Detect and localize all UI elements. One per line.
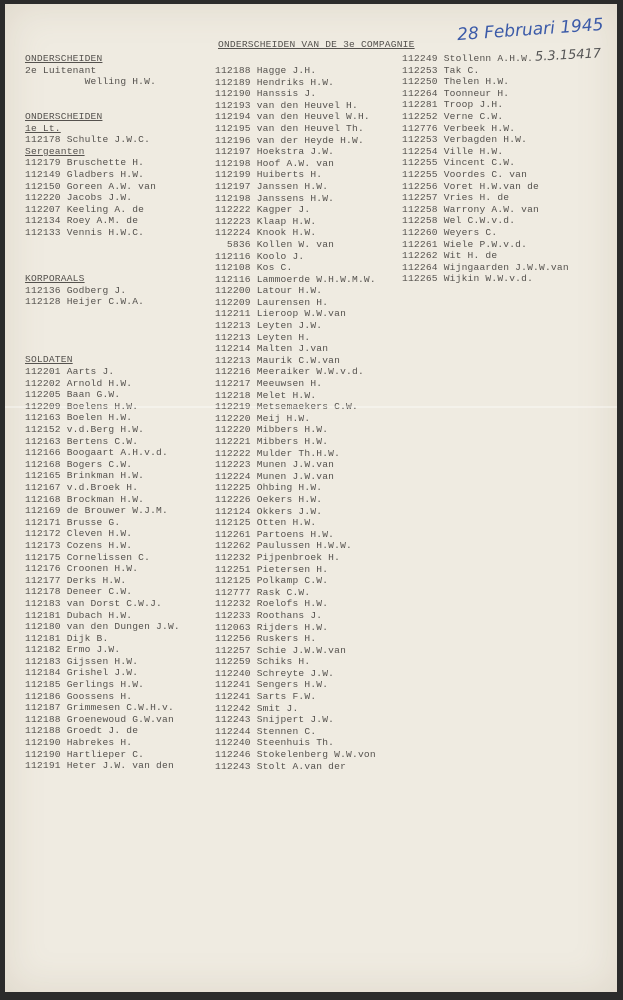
list-item: 112213 Leyten H. [215,331,311,343]
list-item: 112224 Knook H.W. [215,227,317,239]
section-heading: ONDERSCHEIDEN [25,53,103,64]
list-item: 112180 van den Dungen J.W. [25,621,180,633]
section-heading: ONDERSCHEIDEN [25,110,103,122]
list-item: 112264 Wijngaarden J.W.W.van [402,261,569,273]
list-item: 112191 Heter J.W. van den [25,760,174,772]
list-item: 112181 Dubach H.W. [25,609,133,621]
list-item: 112225 Ohbing H.W. [215,482,323,494]
list-item: 112258 Warrony A.W. van [402,203,540,215]
list-item: 112178 Deneer C.W. [25,586,133,598]
list-item: 112220 Mibbers H.W. [215,424,329,436]
list-item: 112214 Malten J.van [215,343,329,355]
list-item: 112258 Wel C.W.v.d. [402,215,516,227]
list-item: 112182 Ermo J.W. [25,644,121,656]
list-item: 112163 Bertens C.W. [25,435,139,447]
list-item: 112152 v.d.Berg H.W. [25,424,145,435]
list-item: 112125 Polkamp C.W. [215,575,329,587]
list-item: 112197 Janssen H.W. [215,180,329,192]
list-item: 112222 Mulder Th.H.W. [215,447,341,459]
list-item: 112116 Lammoerde W.H.W.M.W. [215,273,376,285]
list-item [25,88,180,100]
list-item: 112184 Grishel J.W. [25,667,139,679]
list-item: 112255 Vincent C.W. [402,157,516,169]
list-item: 112232 Roelofs H.W. [215,598,329,610]
document-sheet [5,4,617,992]
list-item [25,331,180,343]
list-item: Welling H.W. [25,76,157,88]
list-item: 112190 Habrekes H. [25,737,133,749]
list-item: 112165 Brinkman H.W. [25,470,145,482]
list-item: 112253 Verbagden H.W. [402,134,528,146]
list-item: 112243 Snijpert J.W. [215,714,335,726]
list-item: 112200 Latour H.W. [215,285,323,297]
list-item: 112261 Wiele P.W.v.d. [402,238,528,250]
list-item: 112221 Mibbers H.W. [215,436,329,447]
list-item: 112168 Bogers C.W. [25,458,133,470]
list-item: 112246 Stokelenberg W.W.von [215,749,376,761]
list-item: 112252 Verne C.W. [402,110,504,122]
list-item: 112150 Goreen A.W. van [25,180,157,192]
list-item: 112223 Klaap H.W. [215,215,317,227]
list-item: 112124 Okkers J.W. [215,505,323,517]
list-item: 112261 Partoens H.W. [215,528,335,540]
list-item [25,262,180,274]
list-item: 112211 Lieroop W.W.van [215,308,347,320]
list-item: 112251 Pietersen H. [215,563,329,575]
name-column-2 [215,65,376,772]
list-item: 112216 Meeraiker W.W.v.d. [215,366,364,378]
list-item: 112136 Godberg J. [25,284,127,296]
list-item: 112241 Sengers H.W. [215,679,329,691]
list-item: 112199 Huiberts H. [215,169,323,181]
list-item [25,250,180,262]
list-item: 2e Luitenant [25,64,97,76]
list-item: 112232 Pijpenbroek H. [215,551,341,563]
list-item: 112194 van den Heuvel W.H. [215,111,370,123]
list-item: 112179 Bruschette H. [25,157,145,169]
list-item: 112262 Paulussen H.W.W. [215,540,353,552]
list-item: 112198 Janssens H.W. [215,192,335,204]
list-item: 112190 Hartlieper C. [25,748,145,760]
list-item: 112166 Boogaart A.H.v.d. [25,447,168,459]
list-item: 112116 Koolo J. [215,250,305,262]
list-item: 112149 Gladbers H.W. [25,168,145,180]
list-item: 112213 Maurik C.W.van [215,354,341,366]
handwritten-date: 28 Februari 1945 [456,14,605,46]
list-item: 112264 Toonneur H. [402,87,510,99]
list-item [25,99,180,111]
list-item: 112205 Baan G.W. [25,389,121,401]
list-item: 112241 Sarts F.W. [215,691,317,703]
list-item: 112183 van Dorst C.W.J. [25,597,163,609]
list-item: 112259 Schiks H. [215,656,311,668]
list-item: 112125 Otten H.W. [215,517,317,529]
list-item: 112172 Cleven H.W. [25,528,133,540]
list-item: 112265 Wijkin W.W.v.d. [402,273,534,285]
list-item: 112224 Munen J.W.van [215,470,335,482]
list-item: 5836 Kollen W. van [215,238,335,250]
list-item: 112196 van der Heyde H.W. [215,134,364,146]
document-title: ONDERSCHEIDEN VAN DE 3e COMPAGNIE [218,39,415,50]
list-item: 112190 Hanssis J. [215,88,317,100]
list-item: 112218 Melet H.W. [215,389,317,401]
list-item [25,239,180,251]
list-item: 112776 Verbeek H.W. [402,122,516,134]
list-item: 112220 Meij H.W. [215,412,311,424]
list-item: 112197 Hoekstra J.W. [215,146,335,158]
list-item: 112223 Munen J.W.van [215,459,335,471]
list-item: 112255 Voordes C. van [402,168,528,180]
list-item: 112201 Aarts J. [25,366,115,378]
list-item [25,320,180,332]
list-item: 112168 Brockman H.W. [25,493,145,505]
list-item: 112262 Wit H. de [402,250,498,262]
list-item: 112173 Cozens H.W. [25,539,133,551]
list-item: 112195 van den Heuvel Th. [215,122,364,134]
list-item: 112209 Laurensen H. [215,296,329,308]
list-item: 112133 Vennis H.W.C. [25,226,145,238]
list-item: 112222 Kagper J. [215,204,311,216]
list-item: 112257 Vries H. de [402,192,510,204]
list-item: 112175 Cornelissen C. [25,551,151,563]
list-item: 112226 Oekers H.W. [215,493,323,505]
list-item: 112281 Troop J.H. [402,99,504,111]
name-column-3 [402,53,569,285]
list-item: 112169 de Brouwer W.J.M. [25,505,168,517]
list-item: 112257 Schie J.W.W.van [215,644,347,656]
section-heading: Sergeanten [25,145,85,157]
list-item: 112189 Hendriks H.W. [215,76,335,88]
list-item: 112256 Voret H.W.van de [402,180,540,192]
list-item: 112063 Rijders H.W. [215,621,329,633]
list-item: 112193 van den Heuvel H. [215,99,358,111]
list-item: 112186 Goossens H. [25,690,133,702]
list-item [25,343,180,355]
list-item: 112178 Schulte J.W.C. [25,134,151,146]
list-item: 112128 Heijer C.W.A. [25,296,145,308]
section-heading: SOLDATEN [25,354,73,366]
list-item: 112187 Grimmesen C.W.H.v. [25,702,174,714]
list-item: 112163 Boelen H.W. [25,412,133,424]
list-item: 112213 Leyten J.W. [215,320,323,332]
list-item: 112244 Stennen C. [215,725,317,737]
list-item: 112176 Croonen H.W. [25,563,139,575]
paper-crease [5,406,617,408]
list-item: 112220 Jacobs J.W. [25,192,133,204]
list-item: 112777 Rask C.W. [215,586,311,598]
list-item: 112253 Tak C. [402,64,480,76]
list-item: 112217 Meeuwsen H. [215,378,323,390]
list-item: 112240 Schreyte J.W. [215,667,335,679]
list-item: 112188 Groedt J. de [25,725,139,737]
list-item: 112243 Stolt A.van der [215,760,347,772]
list-item: 112188 Hagge J.H. [215,65,317,76]
list-item: 112249 Stollenn A.H.W. [402,53,534,64]
list-item: 112260 Weyers C. [402,226,498,238]
handwritten-reference: 5.3.15417 [534,46,602,65]
list-item: 112202 Arnold H.W. [25,377,133,389]
list-item: 112250 Thelen H.W. [402,76,510,88]
list-item [25,308,180,320]
list-item: 112209 Boelens H.W. [25,400,139,412]
list-item: 112188 Groenewoud G.W.van [25,713,174,725]
list-item: 112233 Roothans J. [215,609,323,621]
list-item: 112171 Brusse G. [25,516,121,528]
list-item: 112185 Gerlings H.W. [25,679,145,691]
list-item: 112207 Keeling A. de [25,203,145,215]
list-item: 112219 Metsemaekers C.W. [215,401,358,413]
list-item: 112181 Dijk B. [25,632,109,644]
list-item: 112242 Smit J. [215,702,299,714]
list-item: 112167 v.d.Broek H. [25,481,139,493]
list-item: 112256 Ruskers H. [215,633,317,645]
list-item: 112240 Steenhuis Th. [215,737,335,749]
name-column-1 [25,53,180,772]
section-heading: 1e Lt. [25,122,61,134]
list-item: 112177 Derks H.W. [25,574,127,586]
list-item: 112108 Kos C. [215,262,293,274]
section-heading: KORPORAALS [25,273,85,285]
list-item: 112134 Roey A.M. de [25,215,139,227]
list-item: 112254 Ville H.W. [402,145,504,157]
list-item: 112198 Hoof A.W. van [215,157,335,169]
list-item: 112183 Gijssen H.W. [25,655,139,667]
